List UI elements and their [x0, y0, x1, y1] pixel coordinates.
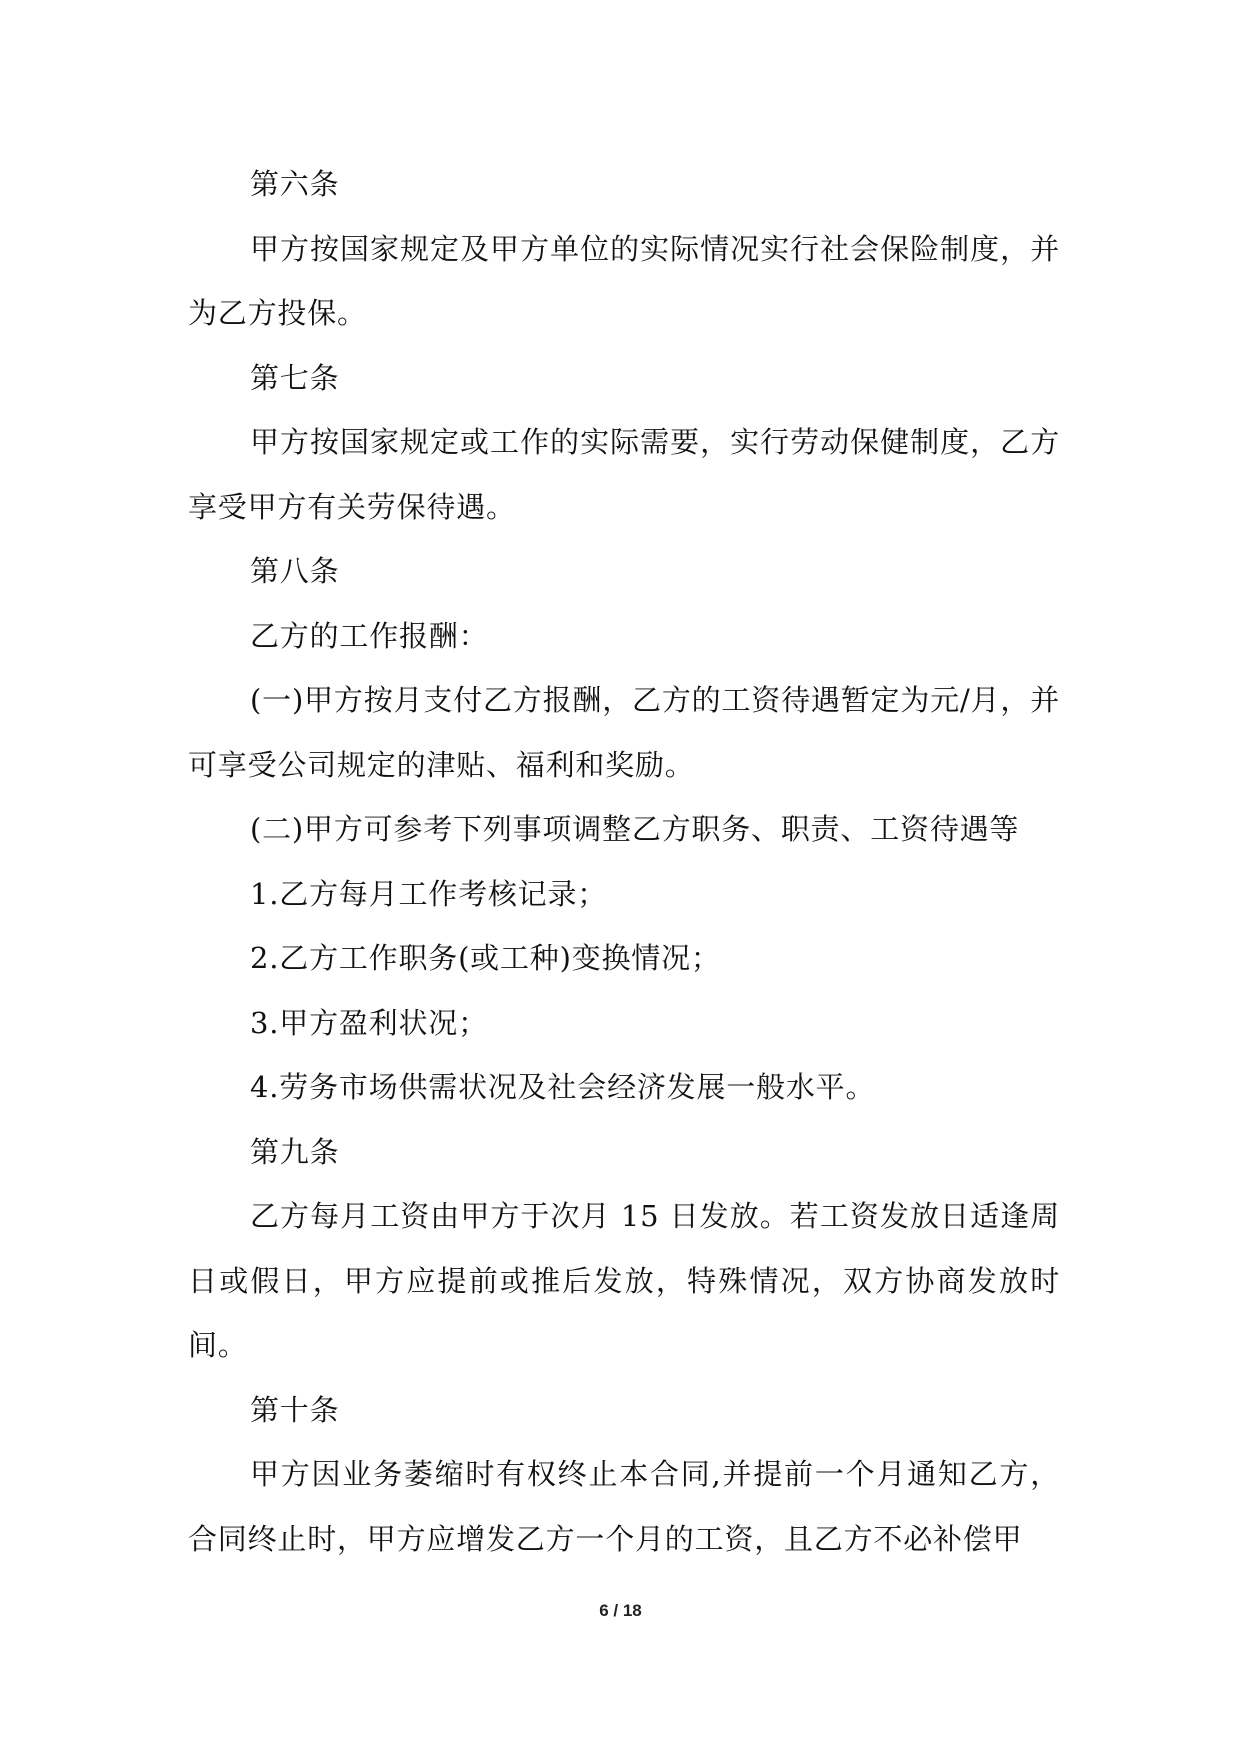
paragraph-remuneration-clause-1: (一)甲方按月支付乙方报酬，乙方的工资待遇暂定为元/月，并可享受公司规定的津贴、福利和奖励。 — [188, 683, 1060, 782]
paragraph-labor-protection: 甲方按国家规定或工作的实际需要，实行劳动保健制度，乙方享受甲方有关劳保待遇。 — [188, 425, 1060, 524]
article-heading-7: 第七条 — [250, 360, 340, 395]
article-heading-9: 第九条 — [250, 1134, 340, 1169]
paragraph-social-insurance: 甲方按国家规定及甲方单位的实际情况实行社会保险制度，并为乙方投保。 — [188, 231, 1060, 330]
article-heading-10: 第十条 — [250, 1392, 340, 1427]
paragraph-termination: 甲方因业务萎缩时有权终止本合同,并提前一个月通知乙方，合同终止时，甲方应增发乙方一个月的工资，且乙方不必补偿甲 — [188, 1457, 1060, 1556]
page-number: 6 / 18 — [599, 1601, 642, 1620]
article-heading-8: 第八条 — [250, 554, 340, 588]
article-heading-6: 第六条 — [250, 167, 340, 201]
document-body — [188, 152, 1060, 1571]
paragraph-remuneration-intro: 乙方的工作报酬： — [250, 618, 489, 653]
list-item-2: 2.乙方工作职务(或工种)变换情况； — [250, 941, 721, 975]
list-item-3: 3.甲方盈利状况； — [250, 1005, 488, 1040]
paragraph-payday: 乙方每月工资由甲方于次月 15 日发放。若工资发放日适逢周日或假日，甲方应提前或推后发放，特殊情况，双方协商发放时间。 — [188, 1199, 1060, 1362]
list-item-4: 4.劳务市场供需状况及社会经济发展一般水平。 — [250, 1070, 876, 1104]
list-item-1: 1.乙方每月工作考核记录； — [250, 876, 608, 911]
paragraph-remuneration-clause-2: (二)甲方可参考下列事项调整乙方职务、职责、工资待遇等 — [250, 812, 1020, 846]
